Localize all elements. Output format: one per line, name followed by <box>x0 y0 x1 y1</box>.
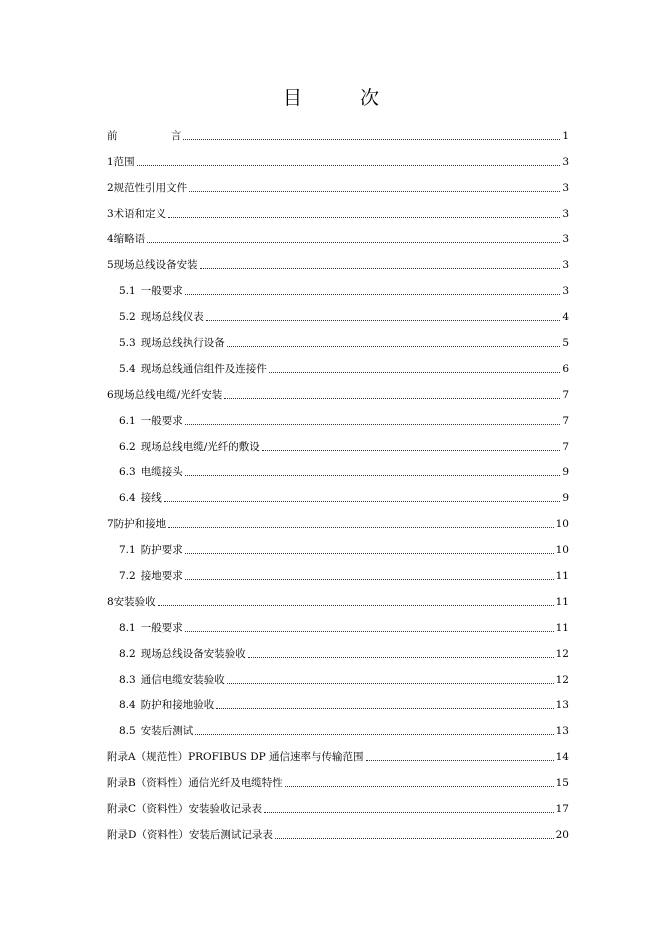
toc-entry-number: 7.2 <box>119 570 136 583</box>
toc-entry-number: 5.3 <box>119 337 136 350</box>
toc-entry-page: 6 <box>562 362 569 375</box>
toc-leader-dots <box>189 190 560 192</box>
toc-entry-label <box>119 440 260 454</box>
toc-entry-label <box>107 207 166 221</box>
toc-entry-text: 附录C（资料性）安装验收记录表 <box>107 803 263 816</box>
toc-entry[interactable] <box>107 350 569 376</box>
toc-entry-label <box>119 724 193 738</box>
toc-entry-page: 17 <box>555 803 569 816</box>
toc-entry-text: 接线 <box>140 492 162 505</box>
toc-entry-label <box>119 647 246 661</box>
toc-entry-label <box>107 517 166 531</box>
toc-entry[interactable] <box>107 298 569 324</box>
toc-entry-number: 8.2 <box>119 647 136 660</box>
toc-leader-dots <box>285 785 554 787</box>
toc-entry-label <box>107 155 135 169</box>
toc-leader-dots <box>185 423 561 425</box>
toc-entry-label <box>107 750 364 764</box>
toc-entry-label <box>107 595 156 609</box>
toc-entry-page: 1 <box>562 129 569 142</box>
toc-entry-number: 5.1 <box>119 285 136 298</box>
toc-entry-number: 7.1 <box>119 544 136 557</box>
toc-entry-page: 15 <box>555 777 569 790</box>
toc-leader-dots <box>185 552 554 554</box>
toc-entry-number: 6.4 <box>119 492 136 505</box>
toc-leader-dots <box>185 474 561 476</box>
toc-leader-dots <box>147 241 560 243</box>
toc-leader-dots <box>195 733 553 735</box>
toc-entry[interactable] <box>107 687 569 713</box>
toc-entry-label <box>107 828 273 842</box>
toc-leader-dots <box>216 707 553 709</box>
toc-leader-dots <box>206 319 561 321</box>
table-of-contents <box>107 117 569 842</box>
toc-entry-text: 2规范性引用文件 <box>107 181 188 194</box>
toc-entry-label <box>119 310 204 324</box>
toc-entry-page: 9 <box>562 466 569 479</box>
toc-entry-page: 3 <box>562 155 569 168</box>
toc-leader-dots <box>227 682 554 684</box>
toc-entry-text: 一般要求 <box>140 621 183 634</box>
toc-leader-dots <box>248 656 554 658</box>
toc-entry-page: 3 <box>562 207 569 220</box>
toc-entry-text: 8安装验收 <box>107 595 156 608</box>
toc-entry[interactable] <box>107 221 569 247</box>
toc-entry-page: 10 <box>555 518 569 531</box>
toc-entry-text: 5现场总线设备安装 <box>107 259 198 272</box>
toc-entry-text: 通信电缆安装验收 <box>140 673 225 686</box>
toc-entry[interactable] <box>107 661 569 687</box>
toc-entry-page: 4 <box>562 311 569 324</box>
toc-entry-text: 6现场总线电缆/光纤安装 <box>107 388 223 401</box>
toc-leader-dots <box>183 138 560 140</box>
toc-entry-text: 安装后测试 <box>140 725 194 738</box>
toc-entry-text: 前 言 <box>107 129 182 142</box>
toc-entry-label <box>107 129 181 143</box>
toc-entry-label <box>119 414 183 428</box>
toc-entry-page: 5 <box>562 337 569 350</box>
toc-entry[interactable] <box>107 609 569 635</box>
toc-entry-page: 3 <box>562 259 569 272</box>
toc-entry[interactable] <box>107 324 569 350</box>
toc-leader-dots <box>227 345 561 347</box>
toc-entry-label <box>119 491 162 505</box>
toc-entry[interactable] <box>107 816 569 842</box>
toc-leader-dots <box>224 397 560 399</box>
toc-entry-text: 一般要求 <box>140 285 183 298</box>
toc-entry-text: 附录B（资料性）通信光纤及电缆特性 <box>107 777 283 790</box>
page-title: 目 次 <box>282 87 406 109</box>
toc-entry[interactable] <box>107 531 569 557</box>
toc-leader-dots <box>264 811 554 813</box>
toc-entry-text: 现场总线仪表 <box>140 311 204 324</box>
toc-entry[interactable] <box>107 143 569 169</box>
toc-entry-page: 7 <box>562 440 569 453</box>
toc-entry-text: 防护要求 <box>140 544 183 557</box>
toc-entry[interactable] <box>107 272 569 298</box>
toc-entry[interactable] <box>107 195 569 221</box>
toc-leader-dots <box>185 293 561 295</box>
toc-entry-label <box>107 802 262 816</box>
toc-entry-page: 7 <box>562 414 569 427</box>
toc-leader-dots <box>275 837 554 839</box>
toc-leader-dots <box>185 578 554 580</box>
toc-entry-label <box>107 181 187 195</box>
toc-entry-number: 8.5 <box>119 725 136 738</box>
toc-entry-text: 3术语和定义 <box>107 207 167 220</box>
toc-entry[interactable] <box>107 738 569 764</box>
toc-entry-label <box>107 232 145 246</box>
toc-entry-text: 现场总线设备安装验收 <box>140 647 246 660</box>
toc-entry-page: 13 <box>555 725 569 738</box>
toc-entry-label <box>119 362 267 376</box>
toc-leader-dots <box>137 164 561 166</box>
toc-entry[interactable] <box>107 557 569 583</box>
toc-entry-page: 12 <box>555 673 569 686</box>
toc-entry-text: 现场总线执行设备 <box>140 337 225 350</box>
toc-entry[interactable] <box>107 635 569 661</box>
toc-entry-page: 3 <box>562 285 569 298</box>
toc-leader-dots <box>158 604 554 606</box>
toc-entry-page: 9 <box>562 492 569 505</box>
toc-entry-text: 一般要求 <box>140 414 183 427</box>
toc-entry-number: 5.4 <box>119 362 136 375</box>
toc-entry-label <box>107 388 222 402</box>
toc-entry-label <box>119 336 225 350</box>
toc-entry-page: 3 <box>562 233 569 246</box>
toc-leader-dots <box>262 449 561 451</box>
toc-leader-dots <box>164 500 561 502</box>
toc-entry-page: 11 <box>555 570 569 583</box>
toc-entry-text: 1范围 <box>107 155 135 168</box>
toc-entry[interactable] <box>107 505 569 531</box>
toc-entry[interactable] <box>107 764 569 790</box>
toc-leader-dots <box>168 526 553 528</box>
toc-entry[interactable] <box>107 169 569 195</box>
toc-entry-page: 14 <box>555 751 569 764</box>
toc-entry-page: 11 <box>555 595 569 608</box>
toc-entry-label <box>119 698 214 712</box>
toc-entry[interactable] <box>107 790 569 816</box>
toc-entry-page: 3 <box>562 181 569 194</box>
toc-leader-dots <box>185 630 554 632</box>
toc-entry-label <box>107 258 198 272</box>
toc-entry[interactable] <box>107 117 569 143</box>
toc-entry-text: 现场总线通信组件及连接件 <box>140 362 267 375</box>
toc-entry-page: 13 <box>555 699 569 712</box>
toc-entry[interactable] <box>107 454 569 480</box>
toc-entry-label <box>119 621 183 635</box>
toc-entry[interactable] <box>107 479 569 505</box>
toc-entry-label <box>119 465 183 479</box>
toc-entry-page: 20 <box>555 828 569 841</box>
toc-entry-number: 6.1 <box>119 414 136 427</box>
toc-entry-text: 接地要求 <box>140 570 183 583</box>
toc-entry[interactable] <box>107 428 569 454</box>
toc-entry-text: 4缩略语 <box>107 233 146 246</box>
toc-leader-dots <box>168 216 560 218</box>
toc-entry-text: 附录A（规范性）PROFIBUS DP 通信速率与传输范围 <box>107 751 364 764</box>
toc-entry-page: 11 <box>555 621 569 634</box>
toc-entry[interactable] <box>107 246 569 272</box>
toc-entry-number: 8.1 <box>119 621 136 634</box>
toc-entry-label <box>119 284 183 298</box>
toc-entry-number: 5.2 <box>119 311 136 324</box>
toc-entry-page: 12 <box>555 647 569 660</box>
toc-entry[interactable] <box>107 583 569 609</box>
toc-entry-text: 附录D（资料性）安装后测试记录表 <box>107 828 273 841</box>
toc-leader-dots <box>269 371 561 373</box>
toc-entry-page: 7 <box>562 388 569 401</box>
toc-entry[interactable] <box>107 402 569 428</box>
toc-entry-label <box>119 673 225 687</box>
toc-entry-number: 6.3 <box>119 466 136 479</box>
toc-entry-label <box>119 569 183 583</box>
toc-entry-text: 7防护和接地 <box>107 518 167 531</box>
toc-entry[interactable] <box>107 712 569 738</box>
toc-entry-page: 10 <box>555 544 569 557</box>
toc-entry-text: 防护和接地验收 <box>140 699 215 712</box>
toc-entry-text: 电缆接头 <box>140 466 183 479</box>
toc-entry-number: 8.4 <box>119 699 136 712</box>
toc-entry-number: 8.3 <box>119 673 136 686</box>
toc-entry[interactable] <box>107 376 569 402</box>
toc-entry-text: 现场总线电缆/光纤的敷设 <box>140 440 260 453</box>
toc-entry-label <box>107 776 283 790</box>
toc-leader-dots <box>200 267 561 269</box>
toc-entry-number: 6.2 <box>119 440 136 453</box>
toc-leader-dots <box>366 759 554 761</box>
toc-entry-label <box>119 543 183 557</box>
